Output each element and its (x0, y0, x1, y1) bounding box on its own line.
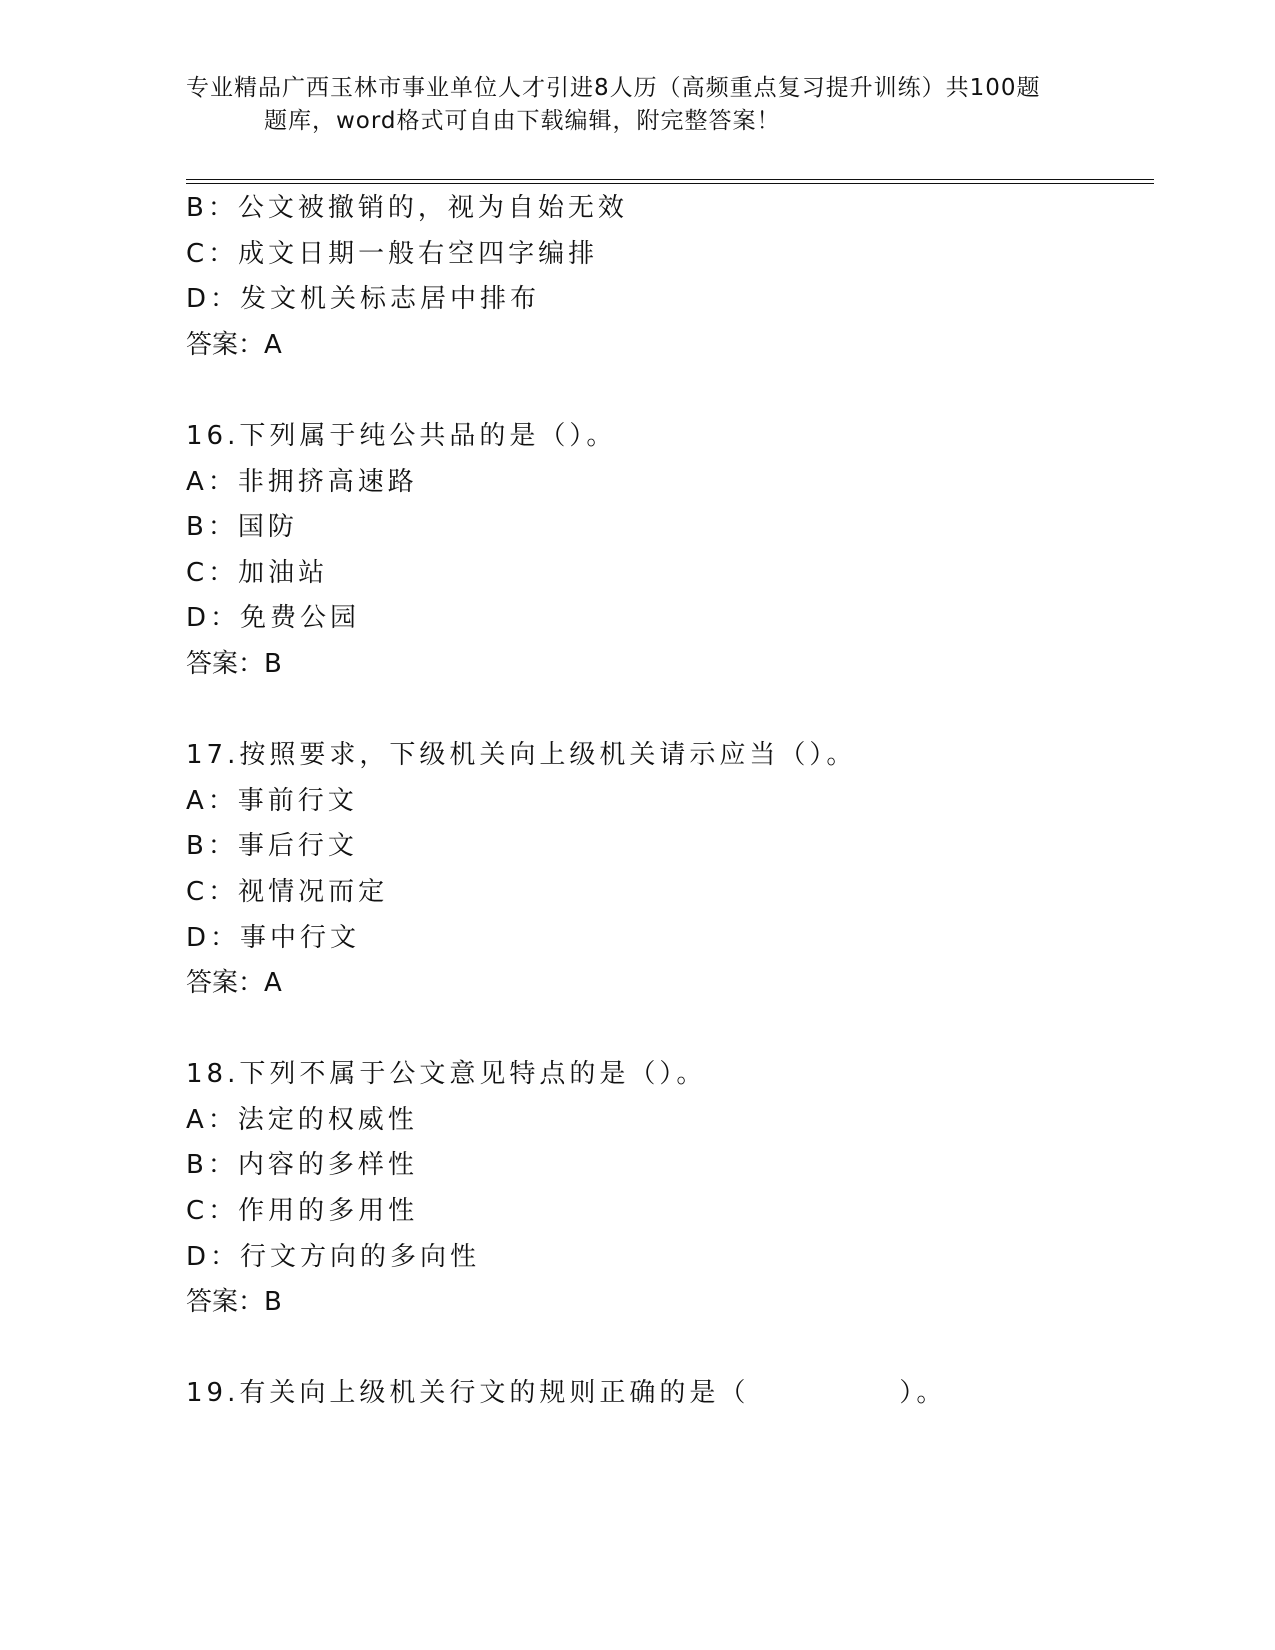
option-a: A：法定的权威性 (186, 1104, 418, 1135)
answer-line: 答案：B (186, 648, 282, 679)
option-a: A：事前行文 (186, 785, 358, 816)
answer-line: 答案：B (186, 1287, 282, 1318)
option-b: B：内容的多样性 (186, 1150, 418, 1181)
option-c: C：加油站 (186, 557, 329, 588)
question-stem: 17.按照要求，下级机关向上级机关请示应当（）。 (186, 740, 857, 771)
header-title-line-1: 专业精品广西玉林市事业单位人才引进8人历（高频重点复习提升训练）共100题 (186, 75, 1041, 101)
question-19 (186, 1371, 1154, 1417)
option-d: D：发文机关标志居中排布 (186, 284, 541, 315)
option-d: D：行文方向的多向性 (186, 1241, 481, 1272)
answer-line: 答案：A (186, 968, 282, 999)
document-header (186, 72, 1086, 138)
question-15-tail (186, 186, 1154, 368)
option-b: B：国防 (186, 512, 298, 543)
option-b: B：事后行文 (186, 831, 358, 862)
spacer (186, 1326, 1154, 1372)
question-list (186, 186, 1154, 1417)
option-d: D：免费公园 (186, 603, 361, 634)
question-18 (186, 1052, 1154, 1326)
header-divider-top (186, 179, 1154, 180)
spacer (186, 368, 1154, 414)
option-a: A：非拥挤高速路 (186, 466, 418, 497)
question-stem: 18.下列不属于公文意见特点的是（）。 (186, 1059, 707, 1090)
option-c: C：成文日期一般右空四字编排 (186, 238, 599, 269)
option-d: D：事中行文 (186, 922, 361, 953)
header-title-line-2: 题库，word格式可自由下载编辑，附完整答案！ (264, 108, 781, 134)
option-c: C：作用的多用性 (186, 1196, 419, 1227)
question-stem: 16.下列属于纯公共品的是（）。 (186, 420, 617, 451)
spacer (186, 688, 1154, 734)
option-b: B：公文被撤销的，视为自始无效 (186, 193, 628, 223)
answer-line: 答案：A (186, 329, 282, 360)
question-17 (186, 733, 1154, 1007)
question-stem: 19.有关向上级机关行文的规则正确的是（ ）。 (186, 1378, 947, 1409)
option-c: C：视情况而定 (186, 876, 389, 907)
question-16 (186, 414, 1154, 688)
spacer (186, 1007, 1154, 1053)
header-divider-bottom (186, 183, 1154, 184)
